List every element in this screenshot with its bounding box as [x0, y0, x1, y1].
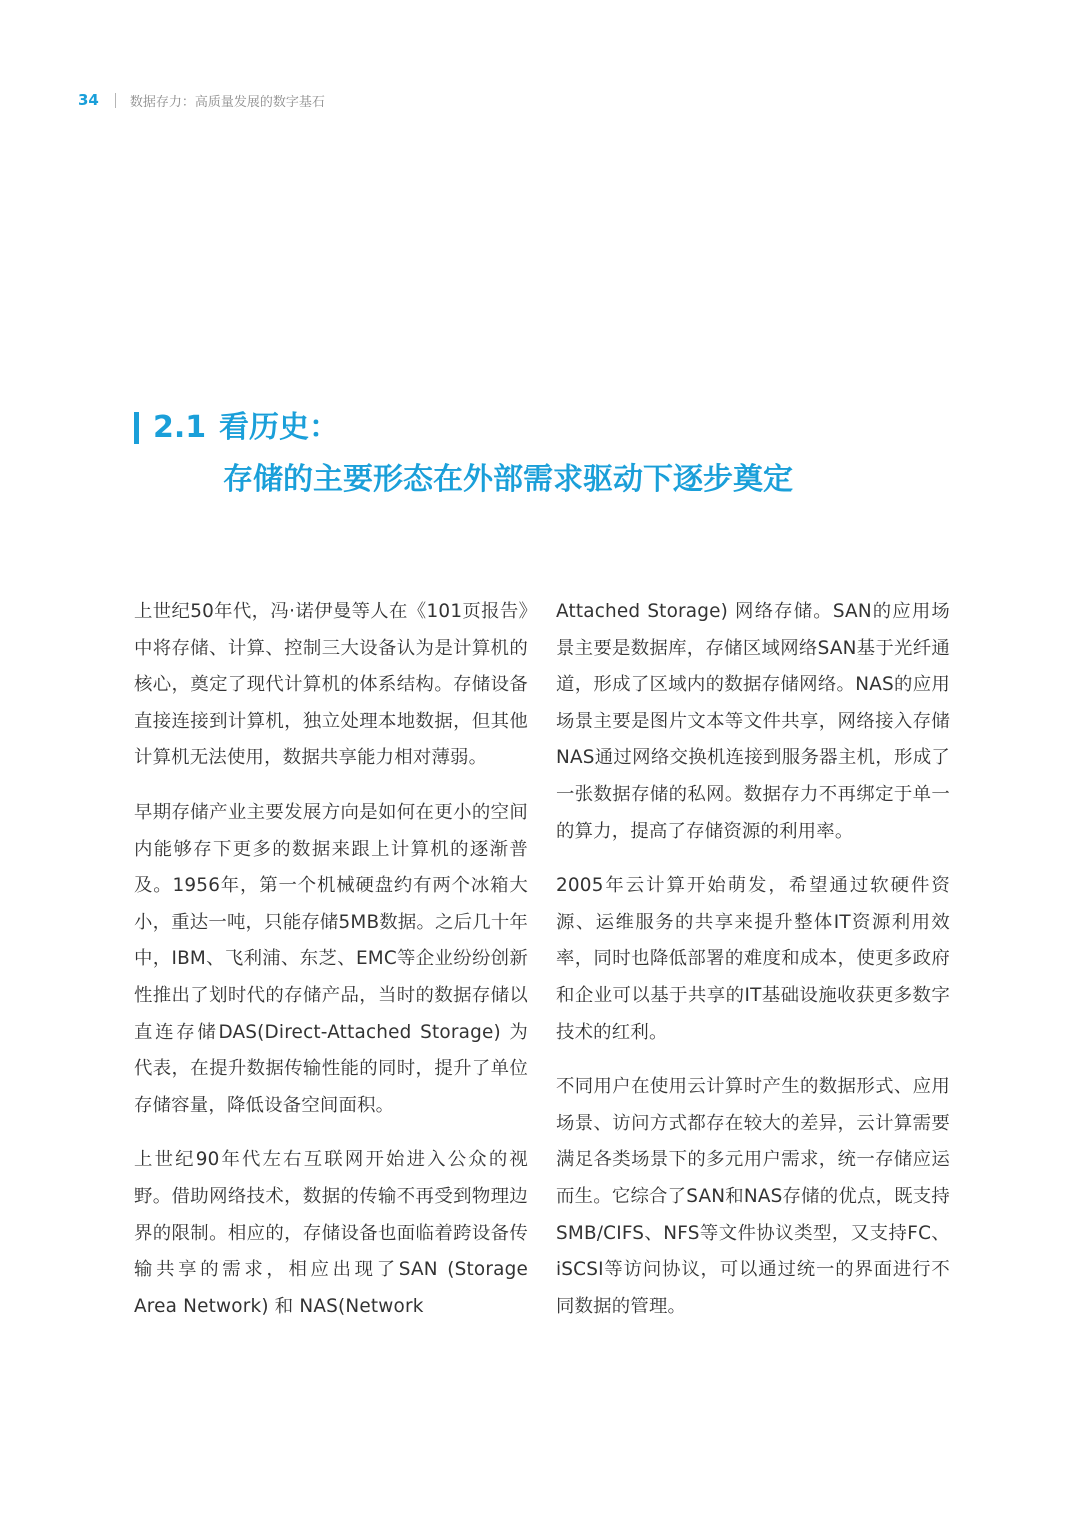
- header-divider: [115, 93, 116, 108]
- page-header: [78, 88, 325, 112]
- paragraph: 2005年云计算开始萌发，希望通过软硬件资源、运维服务的共享来提升整体IT资源利用效率，同时也降低部署的难度和成本，使更多政府和企业可以基于共享的IT基础设施收获更多数字技术的红利。: [556, 875, 950, 1043]
- running-title: 数据存力：高质量发展的数字基石: [129, 94, 325, 110]
- heading-accent-bar: [134, 412, 139, 444]
- paragraph: 不同用户在使用云计算时产生的数据形式、应用场景、访问方式都存在较大的差异，云计算需要满足各类场景下的多元用户需求，统一存储应运而生。它综合了SAN和NAS存储的优点，既支持SMB/CIFS、NFS等文件协议类型，又支持FC、iSCSI等访问协议，可以通过统一的界面进行不同数据的管理。: [556, 1076, 950, 1317]
- paragraph: 上世纪90年代左右互联网开始进入公众的视野。借助网络技术，数据的传输不再受到物理边界的限制。相应的，存储设备也面临着跨设备传输共享的需求，相应出现了SAN (Storage Area Network) 和 NAS(Network: [134, 1149, 528, 1317]
- section-heading-line1: [134, 402, 793, 454]
- section-heading: [134, 402, 793, 506]
- page-number: 34: [78, 91, 99, 109]
- paragraph: Attached Storage) 网络存储。SAN的应用场景主要是数据库，存储区域网络SAN基于光纤通道，形成了区域内的数据存储网络。NAS的应用场景主要是图片文本等文件共享，网络接入存储NAS通过网络交换机连接到服务器主机，形成了一张数据存储的私网。数据存力不再绑定于单一的算力，提高了存储资源的利用率。: [556, 601, 950, 842]
- section-title-line2: 存储的主要形态在外部需求驱动下逐步奠定: [223, 462, 793, 497]
- paragraph: 早期存储产业主要发展方向是如何在更小的空间内能够存下更多的数据来跟上计算机的逐渐普及。1956年，第一个机械硬盘约有两个冰箱大小，重达一吨，只能存储5MB数据。之后几十年中，IBM、飞利浦、东芝、EMC等企业纷纷创新性推出了划时代的存储产品，当时的数据存储以直连存储DAS(Direct-Attached Storage) 为代表，在提升数据传输性能的同时，提升了单位存储容量，降低设备空间面积。: [134, 801, 529, 1116]
- right-column: [556, 594, 950, 1343]
- section-number: 2.1: [153, 410, 207, 445]
- left-column: [134, 594, 528, 1343]
- paragraph: 上世纪50年代，冯·诺伊曼等人在《101页报告》中将存储、计算、控制三大设备认为是计算机的核心，奠定了现代计算机的体系结构。存储设备直接连接到计算机，独立处理本地数据，但其他计算机无法使用，数据共享能力相对薄弱。: [134, 601, 528, 769]
- section-title-line1: 看历史：: [219, 410, 339, 445]
